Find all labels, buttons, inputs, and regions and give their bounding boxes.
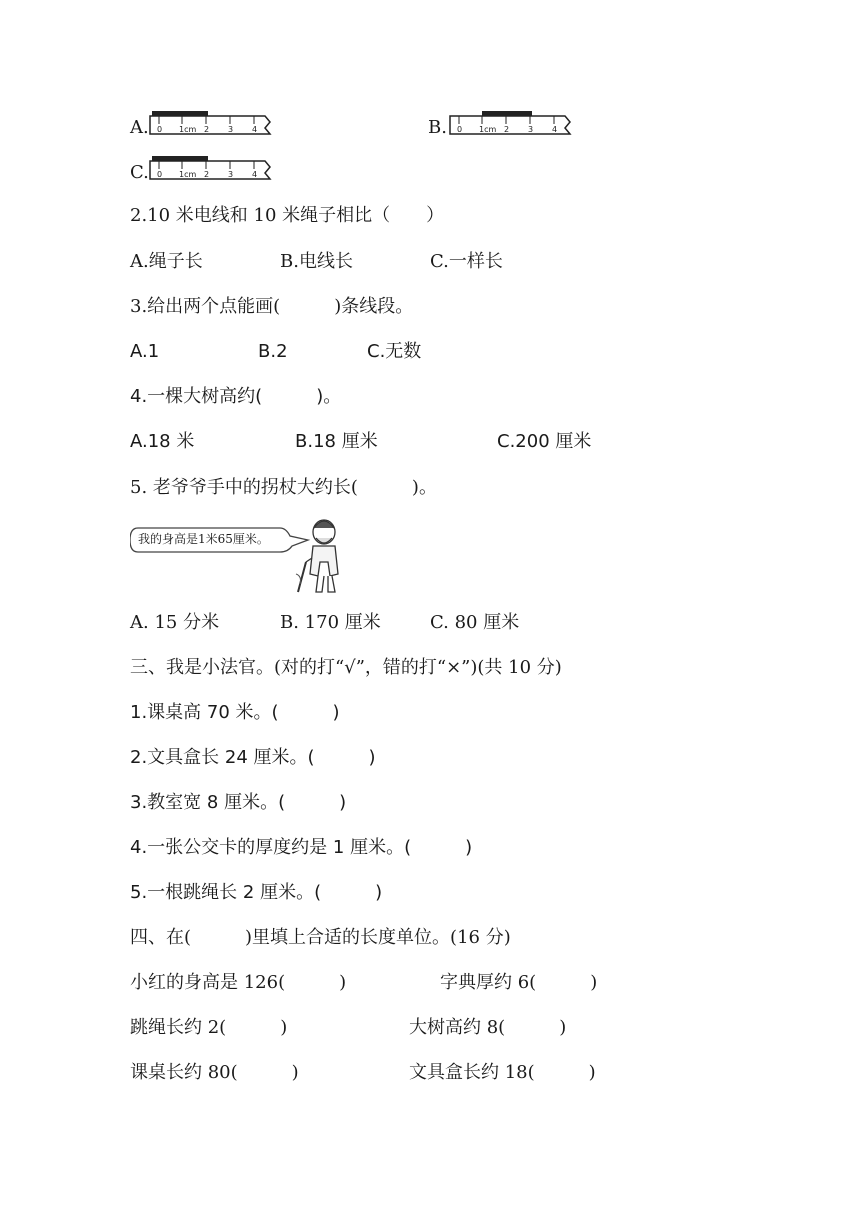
q5-option-b: B. 170 厘米 bbox=[280, 612, 381, 633]
ruler-a-tick-2: 2 bbox=[204, 125, 210, 134]
ruler-c-tick-2: 2 bbox=[204, 170, 210, 179]
section3-item-1: 1.课桌高 70 米。( ) bbox=[130, 702, 340, 723]
section4-row1-right: 字典厚约 6( ) bbox=[440, 972, 598, 993]
q5-option-c: C. 80 厘米 bbox=[430, 612, 520, 633]
q1-option-b-label: B. bbox=[428, 117, 447, 138]
q3-option-a: A.1 bbox=[130, 341, 160, 362]
section3-item-3: 3.教室宽 8 厘米。( ) bbox=[130, 792, 347, 813]
section4-row2-right: 大树高约 8( ) bbox=[409, 1017, 567, 1038]
q4-option-c: C.200 厘米 bbox=[497, 431, 592, 452]
ruler-a-tick-0: 0 bbox=[157, 125, 163, 134]
section4-row3-left: 课桌长约 80( ) bbox=[130, 1062, 299, 1083]
ruler-c-tick-4: 4 bbox=[252, 170, 258, 179]
section4-row1-left: 小红的身高是 126( ) bbox=[130, 972, 347, 993]
speech-bubble-graphic bbox=[130, 514, 350, 594]
ruler-c-tick-0: 0 bbox=[157, 170, 163, 179]
ruler-b-tick-0: 0 bbox=[457, 125, 463, 134]
q5-option-a: A. 15 分米 bbox=[130, 612, 220, 633]
speech-bubble-text: 我的身高是1米65厘米。 bbox=[138, 532, 269, 546]
ruler-c-tick-3: 3 bbox=[228, 170, 234, 179]
section3-item-4: 4.一张公交卡的厚度约是 1 厘米。( ) bbox=[130, 837, 473, 858]
section3-item-2: 2.文具盒长 24 厘米。( ) bbox=[130, 747, 376, 768]
ruler-b-tick-3: 3 bbox=[528, 125, 534, 134]
q3-stem: 3.给出两个点能画( )条线段。 bbox=[130, 296, 414, 317]
ruler-b-tick-4: 4 bbox=[552, 125, 558, 134]
ruler-b-tick-1: 1cm bbox=[479, 125, 497, 134]
grandpa-illustration bbox=[130, 514, 350, 594]
q4-option-a: A.18 米 bbox=[130, 431, 195, 452]
section3-item-5: 5.一根跳绳长 2 厘米。( ) bbox=[130, 882, 383, 903]
ruler-b-tick-2: 2 bbox=[504, 125, 510, 134]
q2-option-a: A.绳子长 bbox=[130, 251, 203, 272]
q2-stem: 2.10 米电线和 10 米绳子相比（ ） bbox=[130, 205, 445, 226]
section4-row2-left: 跳绳长约 2( ) bbox=[130, 1017, 288, 1038]
ruler-a-tick-3: 3 bbox=[228, 125, 234, 134]
ruler-b-image bbox=[449, 110, 573, 140]
section4-row3-right: 文具盒长约 18( ) bbox=[409, 1062, 596, 1083]
q1-option-c-label: C. bbox=[130, 162, 149, 183]
q2-option-c: C.一样长 bbox=[430, 251, 503, 272]
ruler-a-tick-4: 4 bbox=[252, 125, 258, 134]
section3-title: 三、我是小法官。(对的打“√”，错的打“×”)(共 10 分) bbox=[130, 657, 562, 678]
ruler-c-image bbox=[149, 155, 273, 185]
q3-option-b: B.2 bbox=[258, 341, 288, 362]
q3-option-c: C.无数 bbox=[367, 341, 422, 362]
q4-stem: 4.一棵大树高约( )。 bbox=[130, 386, 342, 407]
ruler-c-tick-1: 1cm bbox=[179, 170, 197, 179]
q5-stem: 5. 老爷爷手中的拐杖大约长( )。 bbox=[130, 477, 437, 498]
q4-option-b: B.18 厘米 bbox=[295, 431, 378, 452]
ruler-a-image bbox=[149, 110, 273, 140]
q2-option-b: B.电线长 bbox=[280, 251, 353, 272]
section4-title: 四、在( )里填上合适的长度单位。(16 分) bbox=[130, 927, 511, 948]
q1-option-a-label: A. bbox=[130, 117, 149, 138]
ruler-a-tick-1: 1cm bbox=[179, 125, 197, 134]
